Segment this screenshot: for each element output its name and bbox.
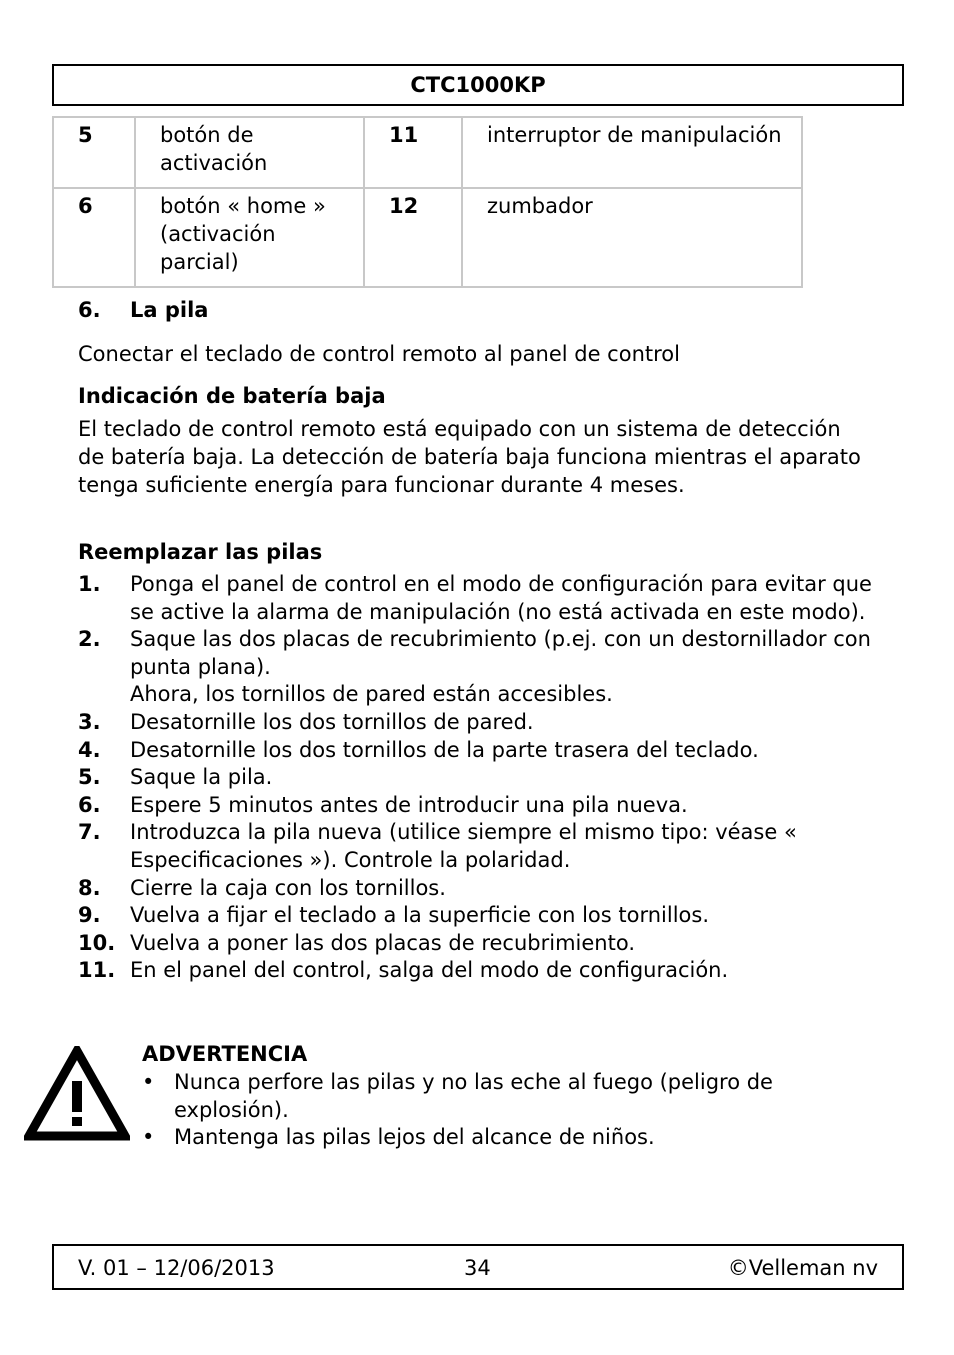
section-heading [78,298,208,322]
step-number: 6. [78,792,101,817]
list-item [78,875,878,903]
list-item [78,626,878,709]
step-text: Saque las dos placas de recubrimiento (p.ej. con un destornillador con punta plana). [130,627,871,679]
part-label: interruptor de manipulación [462,117,802,188]
list-item [78,571,878,626]
step-number: 3. [78,709,101,734]
list-item [142,1069,862,1124]
replace-heading: Reemplazar las pilas [78,540,323,564]
list-item [78,902,878,930]
step-text: Vuelva a fijar el teclado a la superficie con los tornillos. [130,903,710,928]
page-number: 34 [464,1256,491,1280]
list-item [78,930,878,958]
step-text: Ponga el panel de control en el modo de configuración para evitar que se active la alarma de manipulación (no está activada en este modo). [130,572,872,624]
warning-text: Mantenga las pilas lejos del alcance de niños. [174,1125,655,1150]
step-text: Saque la pila. [130,765,273,790]
part-number: 5 [53,117,135,188]
intro-text: Conectar el teclado de control remoto al panel de control [78,342,680,366]
warning-title: ADVERTENCIA [142,1042,308,1066]
section-number: 6. [78,298,101,322]
warning-text: Nunca perfore las pilas y no las eche al fuego (peligro de explosión). [174,1070,773,1122]
step-number: 5. [78,765,101,790]
section-title: La pila [130,298,209,322]
list-item [78,819,878,874]
list-item [78,737,878,765]
page-header [52,64,904,106]
part-label: botón de activación [135,117,364,188]
step-text: Vuelva a poner las dos placas de recubrimiento. [130,930,635,955]
table-row [53,188,802,287]
parts-table [52,116,803,288]
step-text: Introduzca la pila nueva (utilice siempre el mismo tipo: véase « Especificaciones »). Controle la polaridad. [130,820,797,872]
step-text: En el panel del control, salga del modo de configuración. [130,958,729,983]
part-label: zumbador [462,188,802,287]
step-text: Desatornille los dos tornillos de pared. [130,709,534,734]
step-number: 8. [78,875,101,900]
list-item [78,792,878,820]
step-number: 7. [78,820,101,845]
step-number: 4. [78,737,101,762]
list-item [142,1124,862,1152]
step-number: 9. [78,903,101,928]
step-note: Ahora, los tornillos de pared están accesibles. [130,682,613,707]
list-item [78,764,878,792]
table-row [53,117,802,188]
step-text: Espere 5 minutos antes de introducir una pila nueva. [130,792,688,817]
warning-list [142,1069,862,1152]
footer-version: V. 01 – 12/06/2013 [78,1256,275,1280]
step-number: 2. [78,627,101,652]
list-item [78,957,878,985]
warning-triangle-icon [24,1046,130,1142]
model-title: CTC1000KP [410,73,546,97]
part-number: 11 [364,117,462,188]
part-number: 6 [53,188,135,287]
step-text: Cierre la caja con los tornillos. [130,875,446,900]
page-footer [52,1244,904,1290]
bullet-icon: • [142,1070,155,1094]
bullet-icon: • [142,1125,155,1150]
step-number: 11. [78,958,116,983]
step-text: Desatornille los dos tornillos de la parte trasera del teclado. [130,737,759,762]
step-number: 1. [78,572,101,596]
replace-steps-list [78,571,878,985]
step-number: 10. [78,930,116,955]
part-number: 12 [364,188,462,287]
low-battery-heading: Indicación de batería baja [78,384,386,408]
list-item [78,709,878,737]
footer-copyright: ©Velleman nv [727,1256,878,1280]
part-label: botón « home » (activación parcial) [135,188,364,287]
low-battery-text: El teclado de control remoto está equipado con un sistema de detección de batería baja. La detección de batería baja funciona mientras el aparato tenga suficiente energía para funcionar durante 4 meses. [78,417,861,497]
